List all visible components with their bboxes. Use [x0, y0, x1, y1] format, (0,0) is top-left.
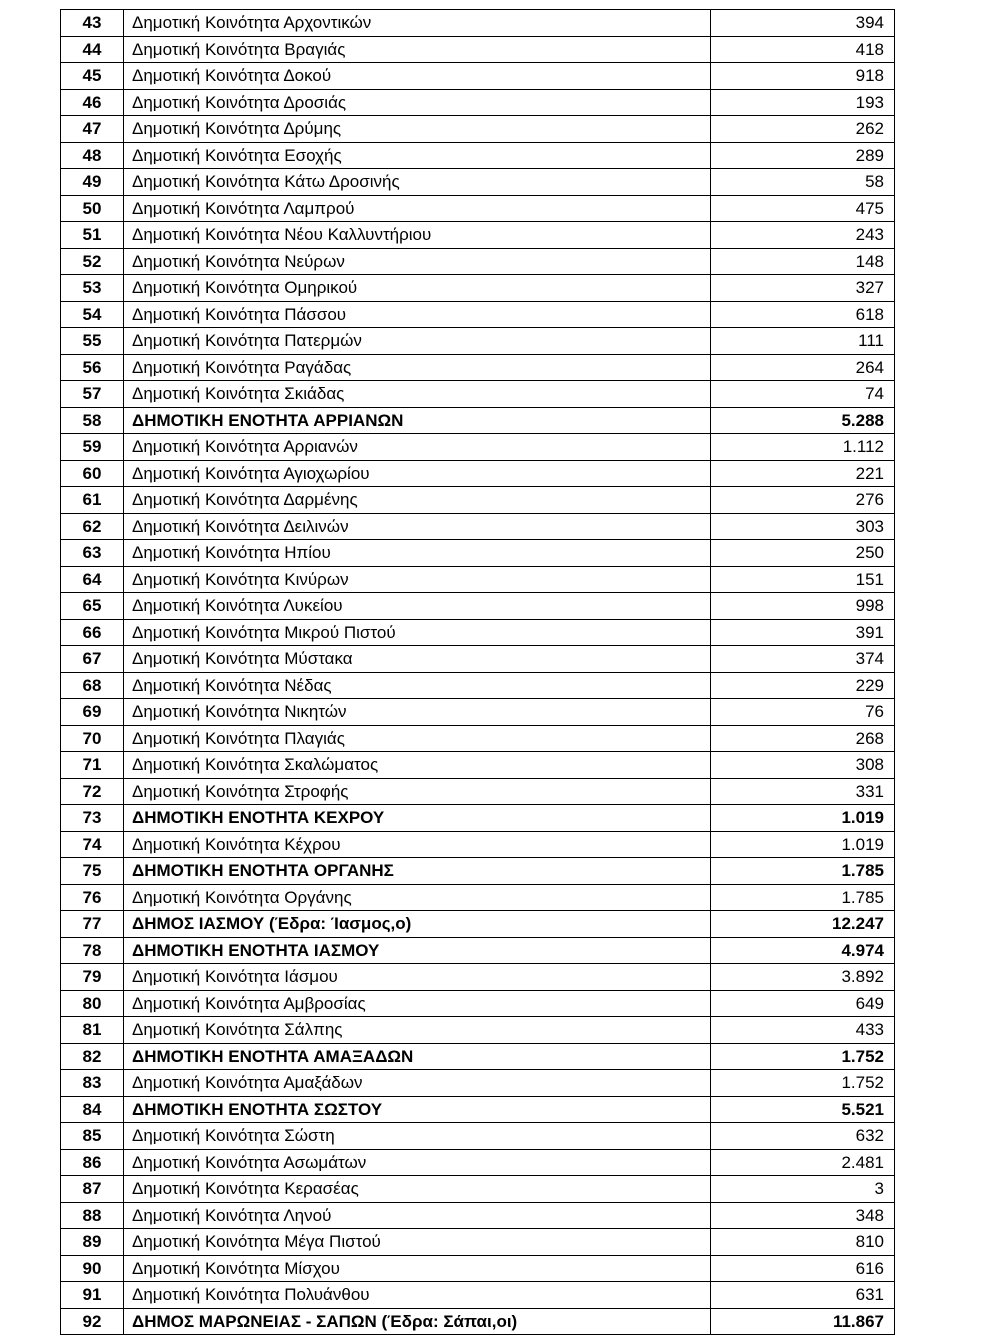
table-row — [61, 831, 895, 858]
population-value-cell: 616 — [711, 1255, 895, 1282]
community-name-cell: Δημοτική Κοινότητα Δαρμένης — [124, 487, 711, 514]
table-row — [61, 1017, 895, 1044]
community-name-cell: Δημοτική Κοινότητα Πατερμών — [124, 328, 711, 355]
community-name-cell: Δημοτική Κοινότητα Βραγιάς — [124, 36, 711, 63]
community-name-cell: Δημοτική Κοινότητα Μέγα Πιστού — [124, 1229, 711, 1256]
table-row — [61, 36, 895, 63]
table-row — [61, 672, 895, 699]
row-number-cell: 88 — [61, 1202, 124, 1229]
table-row — [61, 884, 895, 911]
row-number-cell: 90 — [61, 1255, 124, 1282]
row-number-cell: 73 — [61, 805, 124, 832]
community-name-cell: Δημοτική Κοινότητα Αρχοντικών — [124, 10, 711, 37]
row-number-cell: 51 — [61, 222, 124, 249]
community-name-cell: Δημοτική Κοινότητα Ομηρικού — [124, 275, 711, 302]
row-number-cell: 49 — [61, 169, 124, 196]
table-row — [61, 487, 895, 514]
community-name-cell: Δημοτική Κοινότητα Αμαξάδων — [124, 1070, 711, 1097]
population-value-cell: 262 — [711, 116, 895, 143]
population-value-cell: 268 — [711, 725, 895, 752]
population-value-cell: 243 — [711, 222, 895, 249]
population-value-cell: 3.892 — [711, 964, 895, 991]
population-value-cell: 631 — [711, 1282, 895, 1309]
population-value-cell: 193 — [711, 89, 895, 116]
population-value-cell: 1.785 — [711, 858, 895, 885]
table-row — [61, 301, 895, 328]
population-value-cell: 391 — [711, 619, 895, 646]
table-row — [61, 434, 895, 461]
community-name-cell: Δημοτική Κοινότητα Στροφής — [124, 778, 711, 805]
population-value-cell: 76 — [711, 699, 895, 726]
row-number-cell: 76 — [61, 884, 124, 911]
table-row — [61, 646, 895, 673]
table-row — [61, 540, 895, 567]
population-value-cell: 264 — [711, 354, 895, 381]
population-value-cell: 1.752 — [711, 1070, 895, 1097]
community-name-cell: Δημοτική Κοινότητα Δειλινών — [124, 513, 711, 540]
population-value-cell: 74 — [711, 381, 895, 408]
row-number-cell: 79 — [61, 964, 124, 991]
row-number-cell: 48 — [61, 142, 124, 169]
table-row — [61, 937, 895, 964]
population-value-cell: 5.521 — [711, 1096, 895, 1123]
population-value-cell: 11.867 — [711, 1308, 895, 1335]
row-number-cell: 68 — [61, 672, 124, 699]
community-name-cell: Δημοτική Κοινότητα Λυκείου — [124, 593, 711, 620]
population-value-cell: 2.481 — [711, 1149, 895, 1176]
row-number-cell: 55 — [61, 328, 124, 355]
community-name-cell: Δημοτική Κοινότητα Αγιοχωρίου — [124, 460, 711, 487]
population-value-cell: 649 — [711, 990, 895, 1017]
row-number-cell: 65 — [61, 593, 124, 620]
population-value-cell: 1.752 — [711, 1043, 895, 1070]
population-value-cell: 433 — [711, 1017, 895, 1044]
table-row — [61, 1308, 895, 1335]
table-row — [61, 354, 895, 381]
table-row — [61, 116, 895, 143]
table-row — [61, 699, 895, 726]
community-name-cell: Δημοτική Κοινότητα Πλαγιάς — [124, 725, 711, 752]
row-number-cell: 61 — [61, 487, 124, 514]
row-number-cell: 86 — [61, 1149, 124, 1176]
population-value-cell: 12.247 — [711, 911, 895, 938]
table-row — [61, 10, 895, 37]
row-number-cell: 57 — [61, 381, 124, 408]
population-value-cell: 303 — [711, 513, 895, 540]
community-name-cell: Δημοτική Κοινότητα Νέδας — [124, 672, 711, 699]
table-row — [61, 778, 895, 805]
population-value-cell: 308 — [711, 752, 895, 779]
population-value-cell: 58 — [711, 169, 895, 196]
population-value-cell: 418 — [711, 36, 895, 63]
row-number-cell: 59 — [61, 434, 124, 461]
population-value-cell: 348 — [711, 1202, 895, 1229]
community-name-cell: Δημοτική Κοινότητα Αρριανών — [124, 434, 711, 461]
community-name-cell: ΔΗΜΟΣ ΙΑΣΜΟΥ (Έδρα: Ίασμος,ο) — [124, 911, 711, 938]
table-body — [61, 10, 895, 1335]
row-number-cell: 72 — [61, 778, 124, 805]
row-number-cell: 63 — [61, 540, 124, 567]
population-value-cell: 632 — [711, 1123, 895, 1150]
table-row — [61, 63, 895, 90]
population-value-cell: 111 — [711, 328, 895, 355]
population-value-cell: 221 — [711, 460, 895, 487]
community-name-cell: ΔΗΜΟΣ ΜΑΡΩΝΕΙΑΣ - ΣΑΠΩΝ (Έδρα: Σάπαι,οι) — [124, 1308, 711, 1335]
community-name-cell: Δημοτική Κοινότητα Ραγάδας — [124, 354, 711, 381]
table-row — [61, 275, 895, 302]
row-number-cell: 78 — [61, 937, 124, 964]
row-number-cell: 71 — [61, 752, 124, 779]
row-number-cell: 60 — [61, 460, 124, 487]
community-name-cell: ΔΗΜΟΤΙΚΗ ΕΝΟΤΗΤΑ ΟΡΓΑΝΗΣ — [124, 858, 711, 885]
row-number-cell: 67 — [61, 646, 124, 673]
table-row — [61, 725, 895, 752]
row-number-cell: 83 — [61, 1070, 124, 1097]
table-row — [61, 248, 895, 275]
table-row — [61, 89, 895, 116]
table-row — [61, 1043, 895, 1070]
row-number-cell: 84 — [61, 1096, 124, 1123]
community-name-cell: Δημοτική Κοινότητα Κάτω Δροσινής — [124, 169, 711, 196]
community-name-cell: ΔΗΜΟΤΙΚΗ ΕΝΟΤΗΤΑ ΙΑΣΜΟΥ — [124, 937, 711, 964]
table-row — [61, 566, 895, 593]
table-row — [61, 1255, 895, 1282]
table-row — [61, 222, 895, 249]
row-number-cell: 58 — [61, 407, 124, 434]
population-value-cell: 475 — [711, 195, 895, 222]
community-name-cell: Δημοτική Κοινότητα Πάσσου — [124, 301, 711, 328]
population-value-cell: 374 — [711, 646, 895, 673]
table-row — [61, 169, 895, 196]
row-number-cell: 66 — [61, 619, 124, 646]
table-row — [61, 805, 895, 832]
row-number-cell: 77 — [61, 911, 124, 938]
row-number-cell: 56 — [61, 354, 124, 381]
community-name-cell: Δημοτική Κοινότητα Νικητών — [124, 699, 711, 726]
population-value-cell: 394 — [711, 10, 895, 37]
table-row — [61, 858, 895, 885]
community-name-cell: Δημοτική Κοινότητα Λαμπρού — [124, 195, 711, 222]
community-name-cell: Δημοτική Κοινότητα Πολυάνθου — [124, 1282, 711, 1309]
community-name-cell: Δημοτική Κοινότητα Δοκού — [124, 63, 711, 90]
community-name-cell: Δημοτική Κοινότητα Δροσιάς — [124, 89, 711, 116]
table-row — [61, 1229, 895, 1256]
population-value-cell: 327 — [711, 275, 895, 302]
population-value-cell: 289 — [711, 142, 895, 169]
row-number-cell: 87 — [61, 1176, 124, 1203]
population-value-cell: 151 — [711, 566, 895, 593]
table-row — [61, 513, 895, 540]
row-number-cell: 80 — [61, 990, 124, 1017]
row-number-cell: 69 — [61, 699, 124, 726]
table-row — [61, 195, 895, 222]
community-name-cell: Δημοτική Κοινότητα Αμβροσίας — [124, 990, 711, 1017]
population-value-cell: 618 — [711, 301, 895, 328]
row-number-cell: 74 — [61, 831, 124, 858]
population-value-cell: 3 — [711, 1176, 895, 1203]
population-value-cell: 810 — [711, 1229, 895, 1256]
table-row — [61, 911, 895, 938]
population-value-cell: 1.112 — [711, 434, 895, 461]
table-row — [61, 1070, 895, 1097]
table-row — [61, 407, 895, 434]
community-name-cell: Δημοτική Κοινότητα Ηπίου — [124, 540, 711, 567]
community-name-cell: Δημοτική Κοινότητα Οργάνης — [124, 884, 711, 911]
row-number-cell: 92 — [61, 1308, 124, 1335]
table-row — [61, 1123, 895, 1150]
table-row — [61, 460, 895, 487]
population-value-cell: 918 — [711, 63, 895, 90]
population-value-cell: 5.288 — [711, 407, 895, 434]
community-name-cell: ΔΗΜΟΤΙΚΗ ΕΝΟΤΗΤΑ ΣΩΣΤΟΥ — [124, 1096, 711, 1123]
population-value-cell: 1.019 — [711, 831, 895, 858]
table-row — [61, 593, 895, 620]
population-value-cell: 276 — [711, 487, 895, 514]
population-table — [60, 9, 895, 1335]
table-row — [61, 142, 895, 169]
community-name-cell: Δημοτική Κοινότητα Ασωμάτων — [124, 1149, 711, 1176]
row-number-cell: 75 — [61, 858, 124, 885]
row-number-cell: 45 — [61, 63, 124, 90]
table-row — [61, 964, 895, 991]
table-row — [61, 1096, 895, 1123]
row-number-cell: 47 — [61, 116, 124, 143]
community-name-cell: Δημοτική Κοινότητα Μύστακα — [124, 646, 711, 673]
community-name-cell: Δημοτική Κοινότητα Κινύρων — [124, 566, 711, 593]
community-name-cell: Δημοτική Κοινότητα Δρύμης — [124, 116, 711, 143]
population-value-cell: 250 — [711, 540, 895, 567]
community-name-cell: Δημοτική Κοινότητα Μίσχου — [124, 1255, 711, 1282]
table-row — [61, 1282, 895, 1309]
table-row — [61, 619, 895, 646]
population-value-cell: 998 — [711, 593, 895, 620]
population-value-cell: 229 — [711, 672, 895, 699]
community-name-cell: Δημοτική Κοινότητα Κερασέας — [124, 1176, 711, 1203]
population-value-cell: 148 — [711, 248, 895, 275]
population-value-cell: 331 — [711, 778, 895, 805]
table-row — [61, 752, 895, 779]
table-row — [61, 328, 895, 355]
row-number-cell: 50 — [61, 195, 124, 222]
community-name-cell: Δημοτική Κοινότητα Νεύρων — [124, 248, 711, 275]
row-number-cell: 46 — [61, 89, 124, 116]
community-name-cell: Δημοτική Κοινότητα Σώστη — [124, 1123, 711, 1150]
row-number-cell: 85 — [61, 1123, 124, 1150]
population-value-cell: 1.785 — [711, 884, 895, 911]
community-name-cell: Δημοτική Κοινότητα Σκαλώματος — [124, 752, 711, 779]
row-number-cell: 53 — [61, 275, 124, 302]
community-name-cell: ΔΗΜΟΤΙΚΗ ΕΝΟΤΗΤΑ ΑΜΑΞΑΔΩΝ — [124, 1043, 711, 1070]
row-number-cell: 89 — [61, 1229, 124, 1256]
population-value-cell: 1.019 — [711, 805, 895, 832]
table-row — [61, 1176, 895, 1203]
community-name-cell: Δημοτική Κοινότητα Μικρού Πιστού — [124, 619, 711, 646]
row-number-cell: 52 — [61, 248, 124, 275]
community-name-cell: Δημοτική Κοινότητα Σκιάδας — [124, 381, 711, 408]
community-name-cell: Δημοτική Κοινότητα Νέου Καλλυντήριου — [124, 222, 711, 249]
table-row — [61, 1202, 895, 1229]
community-name-cell: Δημοτική Κοινότητα Ληνού — [124, 1202, 711, 1229]
row-number-cell: 82 — [61, 1043, 124, 1070]
community-name-cell: ΔΗΜΟΤΙΚΗ ΕΝΟΤΗΤΑ ΚΕΧΡΟΥ — [124, 805, 711, 832]
community-name-cell: Δημοτική Κοινότητα Κέχρου — [124, 831, 711, 858]
community-name-cell: Δημοτική Κοινότητα Εσοχής — [124, 142, 711, 169]
document-page — [60, 9, 894, 1335]
table-row — [61, 381, 895, 408]
community-name-cell: ΔΗΜΟΤΙΚΗ ΕΝΟΤΗΤΑ ΑΡΡΙΑΝΩΝ — [124, 407, 711, 434]
table-row — [61, 990, 895, 1017]
population-value-cell: 4.974 — [711, 937, 895, 964]
row-number-cell: 70 — [61, 725, 124, 752]
community-name-cell: Δημοτική Κοινότητα Ιάσμου — [124, 964, 711, 991]
row-number-cell: 43 — [61, 10, 124, 37]
row-number-cell: 64 — [61, 566, 124, 593]
row-number-cell: 62 — [61, 513, 124, 540]
row-number-cell: 54 — [61, 301, 124, 328]
row-number-cell: 91 — [61, 1282, 124, 1309]
row-number-cell: 81 — [61, 1017, 124, 1044]
table-row — [61, 1149, 895, 1176]
community-name-cell: Δημοτική Κοινότητα Σάλπης — [124, 1017, 711, 1044]
row-number-cell: 44 — [61, 36, 124, 63]
